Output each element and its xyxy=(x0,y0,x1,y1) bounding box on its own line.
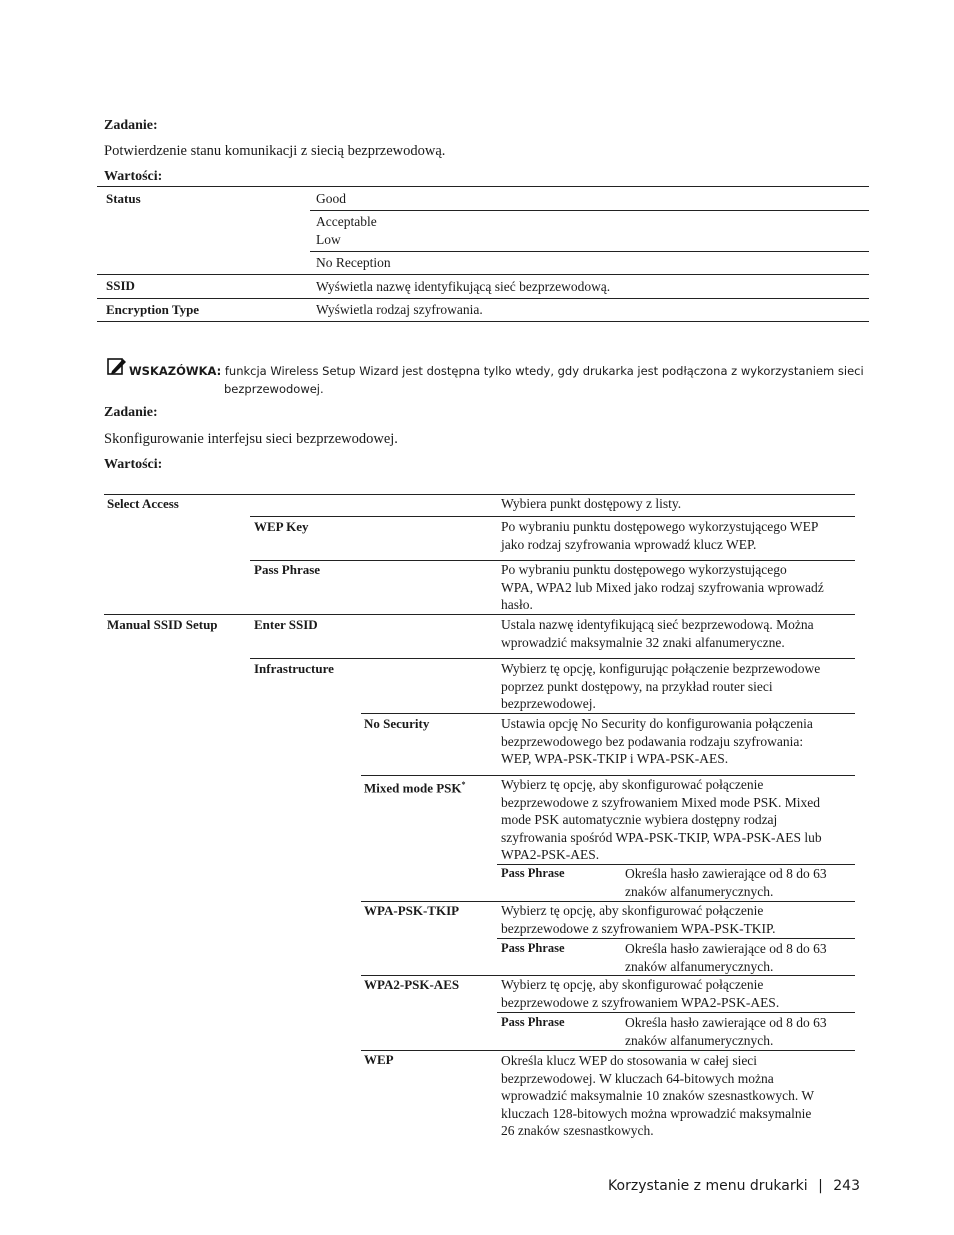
task-heading-2: Zadanie: xyxy=(104,405,158,420)
mixed-pass-phrase-label: Pass Phrase xyxy=(501,866,565,880)
task-text: Potwierdzenie stanu komunikacji z siecią bezprzewodową. xyxy=(104,143,446,159)
infrastructure-label: Infrastructure xyxy=(254,661,334,676)
aes-pass-phrase-label: Pass Phrase xyxy=(501,1015,565,1029)
task-heading: Zadanie: xyxy=(104,118,158,133)
task-text-2: Skonfigurowanie interfejsu sieci bezprzewodowej. xyxy=(104,431,398,447)
values-heading: Wartości: xyxy=(104,169,163,184)
encryption-type-label: Encryption Type xyxy=(106,302,200,317)
tkip-pass-phrase-label: Pass Phrase xyxy=(501,941,565,955)
select-access-desc: Wybiera punkt dostępowy z listy. xyxy=(501,496,682,511)
manual-ssid-label: Manual SSID Setup xyxy=(107,617,218,632)
aes-pass-phrase-desc: Określa hasło zawierające od 8 do 63 znaków alfanumerycznych. xyxy=(625,1015,827,1048)
page-number: 243 xyxy=(833,1178,860,1194)
wpa-psk-tkip-label: WPA-PSK-TKIP xyxy=(364,903,460,918)
mixed-pass-phrase-desc: Określa hasło zawierające od 8 do 63 znaków alfanumerycznych. xyxy=(625,866,827,899)
note-text-line1: funkcja Wireless Setup Wizard jest dostępna tylko wtedy, gdy drukarka jest podłączona z wykorzystaniem sieci xyxy=(224,364,864,378)
wep-key-label: WEP Key xyxy=(254,519,309,534)
wpa2-psk-aes-label: WPA2-PSK-AES xyxy=(364,977,460,992)
ssid-label: SSID xyxy=(106,278,135,293)
footer-separator: | xyxy=(818,1178,823,1194)
status-value-good: Good xyxy=(316,191,346,206)
pass-phrase-desc: Po wybraniu punktu dostępowego wykorzystującego WPA, WPA2 lub Mixed jako rodzaj szyfrowania wprowadź hasło. xyxy=(501,562,824,612)
wpa2-psk-aes-desc: Wybierz tę opcję, aby skonfigurować połączenie bezprzewodowe z szyfrowaniem WPA2-PSK-AES. xyxy=(501,977,780,1010)
select-access-label: Select Access xyxy=(107,496,179,511)
status-label: Status xyxy=(106,191,141,206)
enter-ssid-label: Enter SSID xyxy=(254,617,318,632)
note-text-line2: bezprzewodowej. xyxy=(224,382,324,396)
mixed-psk-footnote-mark: * xyxy=(461,780,466,789)
status-value-acceptable-low: Acceptable Low xyxy=(316,214,377,247)
footer-chapter: Korzystanie z menu drukarki xyxy=(608,1178,808,1194)
page-footer xyxy=(608,1178,860,1194)
wep-desc: Określa klucz WEP do stosowania w całej sieci bezprzewodowej. W kluczach 64-bitowych można wprowadzić maksymalnie 10 znaków szesnastkowych. W kluczach 128-bitowych można wprowadzić maksymalnie 26 znaków szesnastkowych. xyxy=(501,1053,815,1138)
status-value-no-reception: No Reception xyxy=(316,255,391,270)
note-pencil-icon xyxy=(107,356,127,376)
wep-label: WEP xyxy=(364,1052,394,1067)
note xyxy=(129,364,864,378)
enter-ssid-desc: Ustala nazwę identyfikującą sieć bezprzewodową. Można wprowadzić maksymalnie 32 znaki alfanumeryczne. xyxy=(501,617,814,650)
encryption-type-desc: Wyświetla rodzaj szyfrowania. xyxy=(316,302,483,317)
no-security-desc: Ustawia opcję No Security do konfigurowania połączenia bezprzewodowego bez podawania rodzaju szyfrowania: WEP, WPA-PSK-TKIP i WPA-PSK-AES. xyxy=(501,716,813,766)
pass-phrase-label: Pass Phrase xyxy=(254,562,321,577)
ssid-desc: Wyświetla nazwę identyfikującą sieć bezprzewodową. xyxy=(316,279,611,294)
values-heading-2: Wartości: xyxy=(104,457,163,472)
mixed-psk-desc: Wybierz tę opcję, aby skonfigurować połączenie bezprzewodowe z szyfrowaniem Mixed mode PSK. Mixed mode PSK automatycznie wybiera dostępny rodzaj szyfrowania spośród WPA-PSK-TKIP, WPA-PSK-AES lub WPA2-PSK-AES. xyxy=(501,777,822,862)
note-label: WSKAZÓWKA: xyxy=(129,364,222,378)
no-security-label: No Security xyxy=(364,716,430,731)
wpa-psk-tkip-desc: Wybierz tę opcję, aby skonfigurować połączenie bezprzewodowe z szyfrowaniem WPA-PSK-TKIP. xyxy=(501,903,776,936)
tkip-pass-phrase-desc: Określa hasło zawierające od 8 do 63 znaków alfanumerycznych. xyxy=(625,941,827,974)
mixed-psk-label: Mixed mode PSK* xyxy=(364,780,466,796)
wep-key-desc: Po wybraniu punktu dostępowego wykorzystującego WEP jako rodzaj szyfrowania wprowadź klucz WEP. xyxy=(501,519,819,552)
infrastructure-desc: Wybierz tę opcję, konfigurując połączenie bezprzewodowe poprzez punkt dostępowy, na przykład router sieci bezprzewodowej. xyxy=(501,661,821,711)
